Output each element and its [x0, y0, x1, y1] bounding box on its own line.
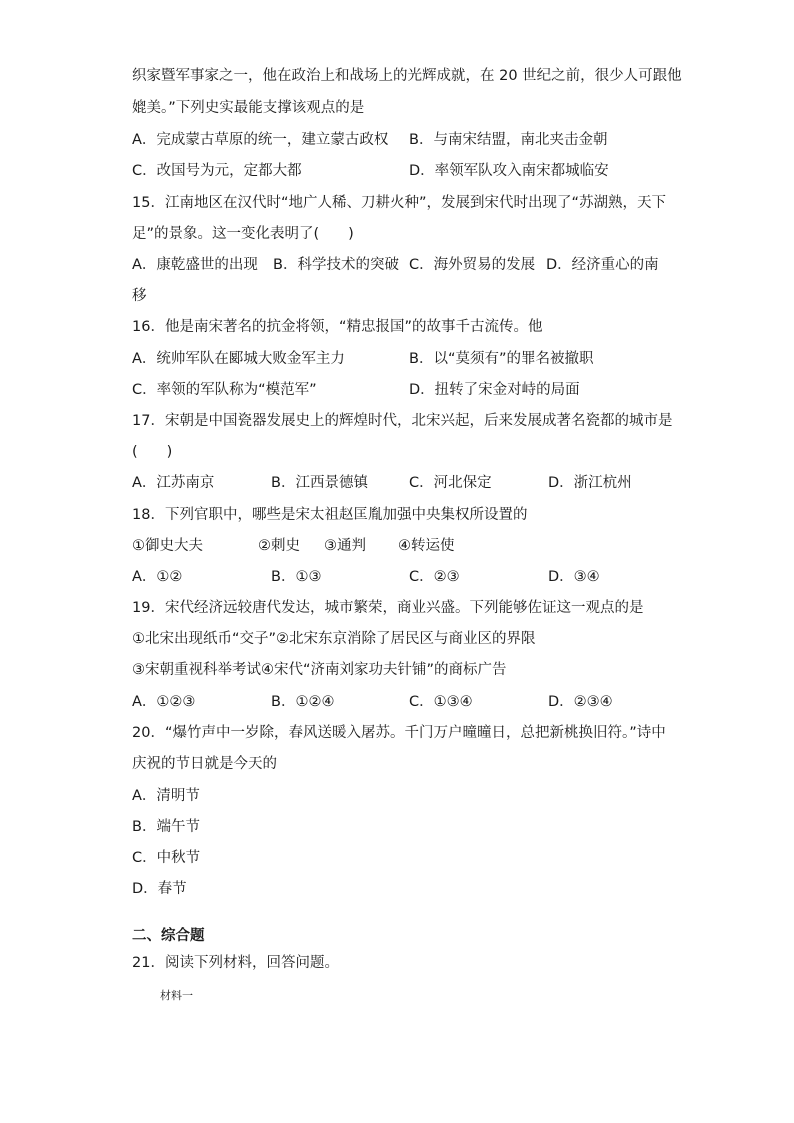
option-b: B．端午节 [132, 819, 200, 835]
option-c: C．中秋节 [132, 850, 201, 866]
item: ①御史大夫 [132, 538, 203, 554]
question-text: 织家暨军事家之一，他在政治上和战场上的光辉成就，在 20 世纪之前，很少人可跟他 [132, 68, 682, 84]
option-c: C．①③④ [409, 694, 473, 710]
option-a: A．统帅军队在郾城大败金军主力 [132, 351, 345, 367]
question-19-stem: 19．宋代经济远较唐代发达，城市繁荣，商业兴盛。下列能够佐证这一观点的是 [132, 600, 644, 616]
question-20-stem: 庆祝的节日就是今天的 [132, 756, 277, 772]
option-d: D．扭转了宋金对峙的局面 [409, 382, 580, 398]
item: ②刺史 [258, 538, 300, 554]
option-b: B．科学技术的突破 [273, 257, 399, 273]
option-c: C．②③ [409, 569, 460, 585]
section-title: 二、综合题 [132, 928, 205, 944]
option-d: D．③④ [548, 569, 600, 585]
item: ④转运使 [398, 538, 455, 554]
question-17-stem: 17．宋朝是中国瓷器发展史上的辉煌时代，北宋兴起，后来发展成著名瓷都的城市是 [132, 413, 673, 429]
option-c: C．率领的军队称为“模范军” [132, 382, 317, 398]
option-d: D．经济重心的南 [546, 257, 659, 273]
option-wrap: 移 [132, 288, 147, 304]
question-16-stem: 16．他是南宋著名的抗金将领，“精忠报国”的故事千古流传。他 [132, 319, 543, 335]
option-b: B．①③ [271, 569, 322, 585]
option-c: C．河北保定 [409, 475, 492, 491]
question-text: 媲美。”下列史实最能支撑该观点的是 [132, 100, 365, 116]
option-a: A．①② [132, 569, 183, 585]
option-a: A．江苏南京 [132, 475, 215, 491]
question-18-stem: 18．下列官职中，哪些是宋太祖赵匡胤加强中央集权所设置的 [132, 507, 528, 523]
option-b: B．以“莫须有”的罪名被撤职 [409, 351, 594, 367]
item: ③通判 [324, 538, 366, 554]
option-b: B．与南宋结盟，南北夹击金朝 [409, 132, 608, 148]
option-d: D．浙江杭州 [548, 475, 632, 491]
option-d: D．春节 [132, 881, 187, 897]
option-b: B．江西景德镇 [271, 475, 368, 491]
item-row: ①北宋出现纸币“交子”②北宋东京消除了居民区与商业区的界限 [132, 631, 536, 647]
question-21-stem: 21．阅读下列材料，回答问题。 [132, 955, 339, 971]
question-17-stem: ( ) [132, 444, 173, 460]
item-row: ③宋朝重视科举考试④宋代“济南刘家功夫针铺”的商标广告 [132, 662, 507, 678]
option-a: A．完成蒙古草原的统一，建立蒙古政权 [132, 132, 389, 148]
option-d: D．率领军队攻入南宋都城临安 [409, 163, 609, 179]
option-a: A．①②③ [132, 694, 196, 710]
option-d: D．②③④ [548, 694, 613, 710]
question-15-stem: 足”的景象。这一变化表明了( ) [132, 226, 354, 242]
option-c: C．改国号为元，定都大都 [132, 163, 302, 179]
material-label: 材料一 [160, 989, 193, 1002]
option-a: A．康乾盛世的出现 [132, 257, 258, 273]
option-a: A．清明节 [132, 788, 200, 804]
question-15-stem: 15．江南地区在汉代时“地广人稀、刀耕火种”，发展到宋代时出现了“苏湖熟，天下 [132, 195, 666, 211]
question-20-stem: 20．“爆竹声中一岁除，春风送暖入屠苏。千门万户曈曈日，总把新桃换旧符。”诗中 [132, 725, 666, 741]
option-c: C．海外贸易的发展 [409, 257, 536, 273]
option-b: B．①②④ [271, 694, 335, 710]
